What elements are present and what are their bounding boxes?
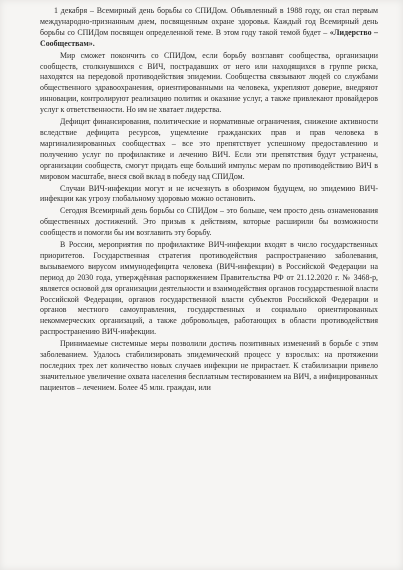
paragraph-call-to-action: Сегодня Всемирный день борьбы со СПИДом – это больше, чем просто день ознаменования общественных достижений. Это призыв к действиям, которые расширили бы возможности сообществ и помогли бы им возглавить эту борьбу. xyxy=(40,206,378,238)
intro-text: 1 декабря – Всемирный день борьбы со СПИДом. Объявленный в 1988 году, он стал первым международно-признанным днем, посвященным охране здоровья. Каждый год Всемирный день борьбы со СПИДом посвящен определенной теме. В этом году такой темой будет – xyxy=(40,6,378,37)
paragraph-measures: Принимаемые системные меры позволили достичь позитивных изменений в борьбе с этим заболеванием. Удалось стабилизировать эпидемический процесс у взрослых: на протяжении последних трех лет количество новых случаев инфекции не прирастает. К стабилизации привело значительное увеличение охвата населения бесплатным тестированием на ВИЧ, а инфицированных пациентов – лечением. Более 45 млн. граждан, или xyxy=(40,339,378,392)
paragraph-communities: Мир сможет покончить со СПИДом, если борьбу возглавят сообщества, организации сообществ, столкнувшихся с ВИЧ, пострадавших от него или находящихся в группе риска, находятся на передовой противодействия эпидемии. Сообщества связывают людей со службами общественного здравоохранения, ориентированными на человека, укрепляют доверие, внедряют инновации, контролируют реализацию политик и оказание услуг, а также привлекают провайдеров услуг к ответственности. Но им не хватает лидерства. xyxy=(40,50,378,115)
paragraph-russia-strategy: В России, мероприятия по профилактике ВИЧ-инфекции входят в число государственных приоритетов. Государственная стратегия противодействия распространению заболевания, вызываемого вирусом иммунодефицита человека (ВИЧ-инфекции) в Российской Федерации на период до 2030 года, утверждённая распоряжением Правительства РФ от 21.12.2020 г. № 3468-р, является основой для организации деятельности и взаимодействия органов государственной власти Российской Федерации, органов государственной власти субъектов Российской Федерации и органов местного самоуправления, государственных и социально ориентированных некоммерческих организаций, а также добровольцев, работающих в области противодействия распространению ВИЧ-инфекции. xyxy=(40,240,378,337)
paragraph-intro xyxy=(40,6,378,50)
theme-title: «Лидерство – Сообществам». xyxy=(40,27,378,48)
paragraph-funding-deficit: Дефицит финансирования, политические и нормативные ограничения, снижение активности вследствие дефицита ресурсов, ущемление гражданских прав и прав человека в маргинализированных сообществах – все это препятствует успешному предоставлению и получению услуг по профилактике и лечению ВИЧ. Если эти препятствия будут устранены, организации сообществ, смогут придать еще больший импульс мерам по противодействию ВИЧ в мировом масштабе, внеся свой вклад в победу над СПИДом. xyxy=(40,117,378,181)
document-body xyxy=(40,6,378,394)
paragraph-epidemic-stop: Случаи ВИЧ-инфекции могут и не исчезнуть в обозримом будущем, но эпидемию ВИЧ-инфекции как угрозу глобальному здоровью можно остановить. xyxy=(40,183,378,204)
